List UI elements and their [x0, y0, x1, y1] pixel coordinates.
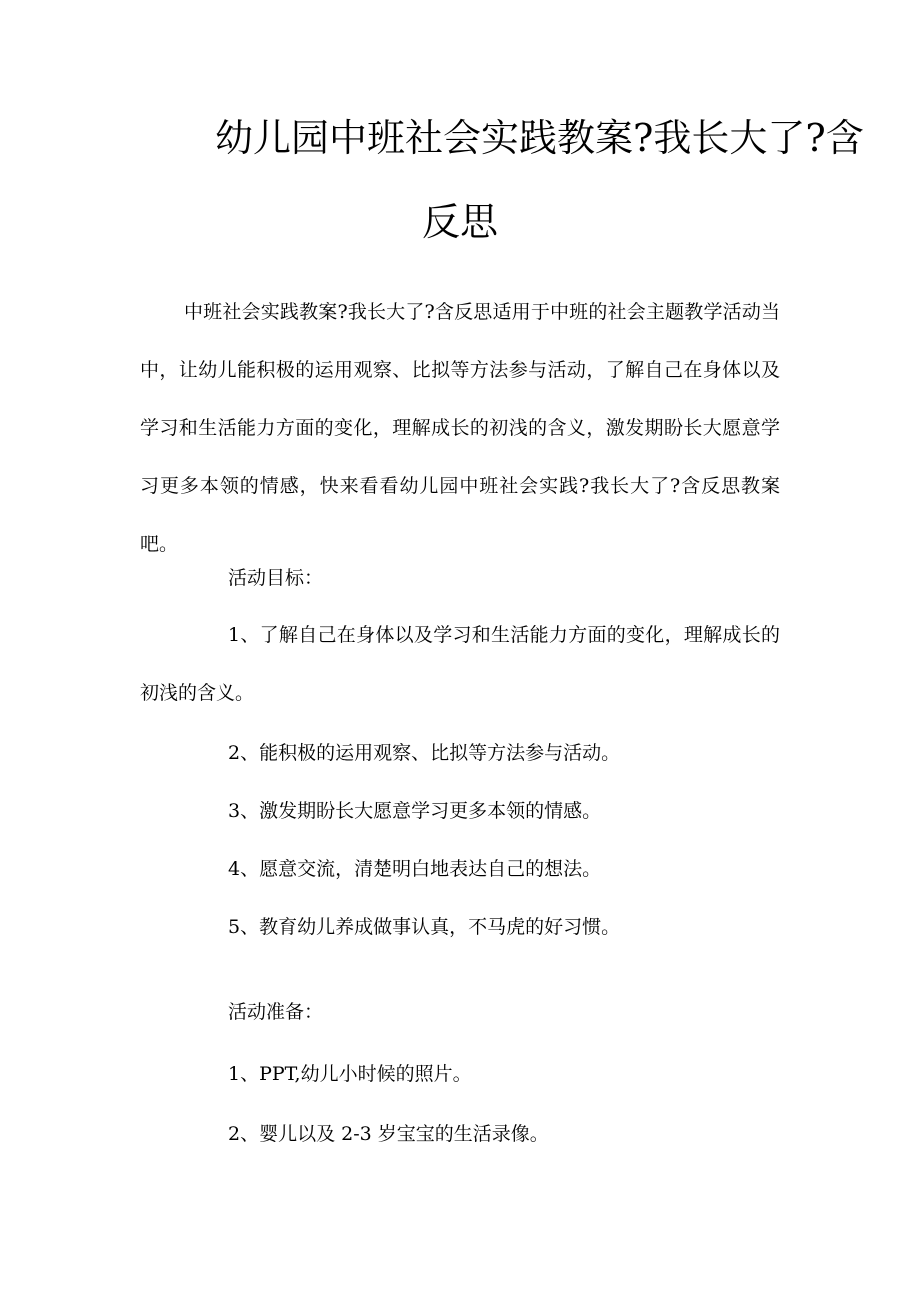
- document-title-line2: 反思: [421, 200, 498, 244]
- goal-item-3: 3、激发期盼长大愿意学习更多本领的情感。: [228, 800, 602, 822]
- goal-item-1: 1、了解自己在身体以及学习和生活能力方面的变化，理解成长的初浅的含义。: [140, 624, 780, 704]
- intro-paragraph: 中班社会实践教案?我长大了?含反思适用于中班的社会主题教学活动当中，让幼儿能积极的运用观察、比拟等方法参与活动，了解自己在身体以及学习和生活能力方面的变化，理解成长的初浅的含义，激发期盼长大愿意学习更多本领的情感，快来看看幼儿园中班社会实践?我长大了?含反思教案吧。: [140, 301, 780, 555]
- prep-item-2: 2、婴儿以及 2-3 岁宝宝的生活录像。: [228, 1123, 549, 1145]
- document-title-line1: 幼儿园中班社会实践教案?我长大了?含: [215, 116, 864, 160]
- goal-item-2: 2、能积极的运用观察、比拟等方法参与活动。: [228, 742, 621, 764]
- goal-item-4: 4、愿意交流，清楚明白地表达自己的想法。: [228, 858, 602, 880]
- goals-heading: 活动目标：: [228, 567, 324, 589]
- goal-item-5: 5、教育幼儿养成做事认真，不马虎的好习惯。: [228, 916, 621, 938]
- prep-item-1: 1、PPT,幼儿小时候的照片。: [228, 1063, 472, 1085]
- prep-heading: 活动准备：: [228, 1001, 324, 1023]
